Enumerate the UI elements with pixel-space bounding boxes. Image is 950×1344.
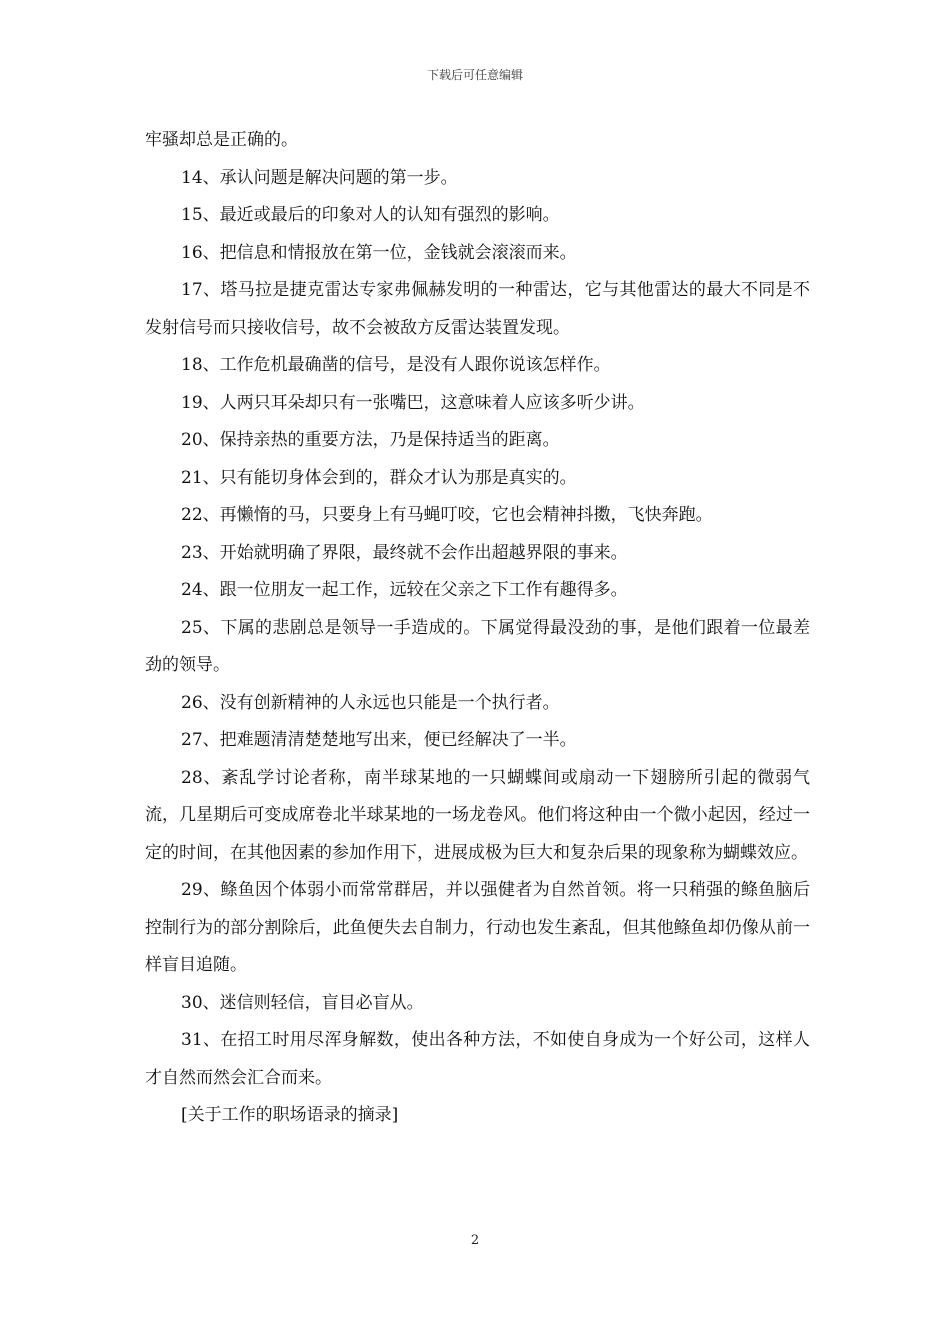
quote-30: 30、迷信则轻信，盲目必盲从。	[181, 992, 424, 1013]
quote-15: 15、最近或最后的印象对人的认知有强烈的影响。	[181, 205, 560, 225]
paragraph-continuation: 牢骚却总是正确的。	[145, 130, 298, 150]
closing-note: [关于工作的职场语录的摘录]	[181, 1105, 399, 1125]
quote-16: 16、把信息和情报放在第一位，金钱就会滚滚而来。	[181, 242, 577, 263]
quote-24: 24、跟一位朋友一起工作，远较在父亲之下工作有趣得多。	[181, 580, 628, 600]
quote-26: 26、没有创新精神的人永远也只能是一个执行者。	[181, 692, 560, 713]
page-header: 下载后可任意编辑	[426, 68, 523, 82]
quote-18: 18、工作危机最确凿的信号，是没有人跟你说该怎样作。	[181, 355, 611, 375]
quote-31: 31、在招工时用尽浑身解数，使出各种方法，不如使自身成为一个好公司，这样人才自然而然会汇合而来。	[145, 1030, 810, 1088]
quote-14: 14、承认问题是解决问题的第一步。	[181, 167, 458, 188]
quote-28: 28、紊乱学讨论者称，南半球某地的一只蝴蝶间或扇动一下翅膀所引起的微弱气流，几星期后可变成席卷北半球某地的一场龙卷风。他们将这种由一个微小起因，经过一定的时间，在其他因素的参加作用下，进展成极为巨大和复杂后果的现象称为蝴蝶效应。	[145, 767, 810, 863]
quote-23: 23、开始就明确了界限，最终就不会作出超越界限的事来。	[181, 542, 628, 563]
page-number: 2	[470, 1233, 480, 1248]
quote-20: 20、保持亲热的重要方法，乃是保持适当的距离。	[181, 430, 560, 450]
quote-19: 19、人两只耳朵却只有一张嘴巴，这意味着人应该多听少讲。	[181, 392, 645, 413]
quote-21: 21、只有能切身体会到的，群众才认为那是真实的。	[181, 467, 577, 488]
quote-27: 27、把难题清清楚楚地写出来，便已经解决了一半。	[181, 730, 577, 750]
quote-25: 25、下属的悲剧总是领导一手造成的。下属觉得最没劲的事，是他们跟着一位最差劲的领导。	[145, 617, 810, 675]
quote-29: 29、鲦鱼因个体弱小而常常群居，并以强健者为自然首领。将一只稍强的鲦鱼脑后控制行为的部分割除后，此鱼便失去自制力，行动也发生紊乱，但其他鲦鱼却仍像从前一样盲目追随。	[145, 880, 810, 975]
quote-17: 17、塔马拉是捷克雷达专家弗佩赫发明的一种雷达，它与其他雷达的最大不同是不发射信号而只接收信号，故不会被敌方反雷达装置发现。	[145, 280, 810, 338]
quote-22: 22、再懒惰的马，只要身上有马蝇叮咬，它也会精神抖擞，飞快奔跑。	[181, 505, 713, 525]
document-body	[145, 122, 810, 1135]
